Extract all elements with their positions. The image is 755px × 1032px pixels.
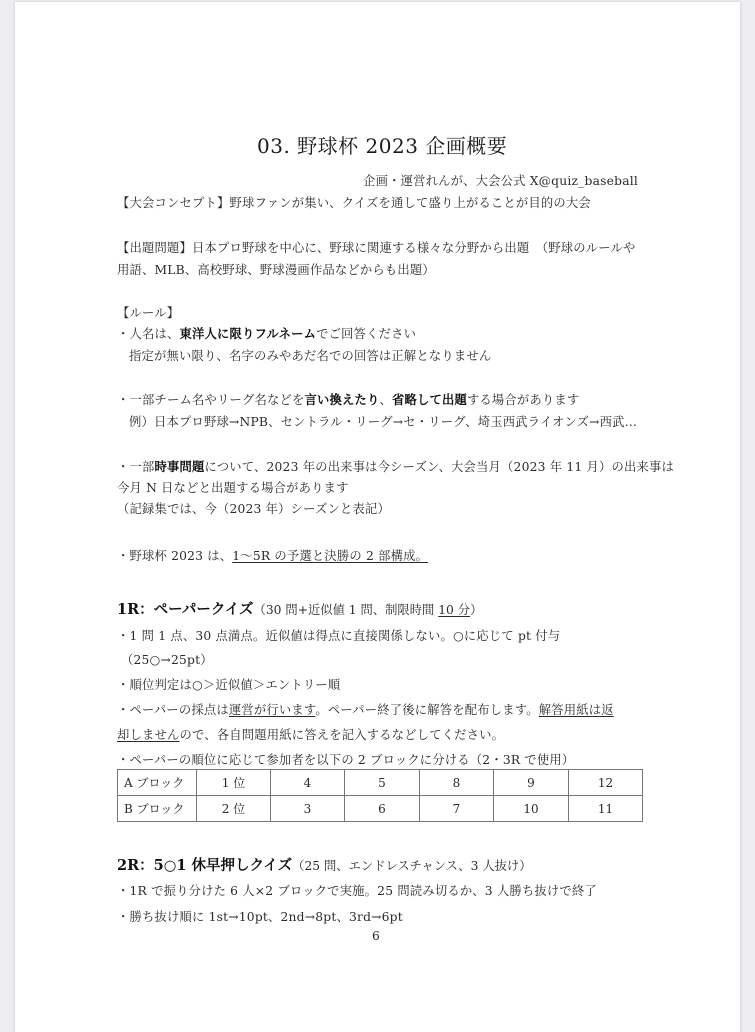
round-1-bullet-3-line-2: [117, 725, 504, 743]
table-cell: 8: [420, 770, 494, 796]
rule-4-underlined: 1～5R の予選と決勝の 2 部構成。: [232, 549, 429, 563]
round-1-bullet-1: ・1 問 1 点、30 点満点。近似値は得点に直接関係しない。○に応じて pt 付与: [117, 629, 561, 643]
rule-1-prefix: ・人名は、: [117, 327, 180, 341]
row-label: B ブロック: [118, 796, 197, 822]
round-1-bullet-2: ・順位判定は○＞近似値＞エントリー順: [117, 678, 341, 692]
document-page: [15, 2, 740, 1032]
rule-1-emphasis: 東洋人に限りフルネーム: [179, 326, 317, 341]
table-cell: 12: [569, 770, 643, 796]
table-cell: 2 位: [197, 796, 271, 822]
rule-4: [117, 546, 428, 564]
table-cell: 5: [345, 770, 420, 796]
block-assignment-table: [117, 769, 643, 822]
round-2-sub: （25 問、エンドレスチャンス、3 人抜け）: [292, 859, 532, 873]
round-1-sub-prefix: （30 問+近似値 1 問、制限時間: [253, 603, 439, 617]
rules-label: 【ルール】: [117, 306, 180, 320]
table-cell: 11: [569, 796, 643, 822]
rule-4-prefix: ・野球杯 2023 は、: [117, 549, 233, 563]
round-2-bullet-2: ・勝ち抜け順に 1st→10pt、2nd→8pt、3rd→6pt: [117, 910, 403, 924]
rule-2-mid: 、: [379, 393, 392, 407]
round-2-heading: [117, 854, 532, 875]
bullet-3-prefix: ・ペーパーの採点は: [117, 703, 229, 717]
bullet-3-underlined-2b: 却しません: [117, 728, 180, 742]
table-row: [118, 770, 643, 796]
table-row: [118, 796, 643, 822]
table-cell: 6: [345, 796, 420, 822]
table-cell: 10: [494, 796, 569, 822]
table-cell: 3: [271, 796, 345, 822]
rule-3-suffix: について、2023 年の出来事は今シーズン、大会当月（2023 年 11 月）の出来事は: [204, 460, 674, 474]
bullet-3-underlined-1: 運営が行います: [228, 703, 316, 717]
scope-label: 【出題問題】: [117, 241, 192, 255]
round-2-bullet-1: ・1R で振り分けた 6 人×2 ブロックで実施。25 問読み切るか、3 人勝ち抜けで終了: [117, 884, 597, 898]
round-1-time-limit: 10 分: [438, 603, 471, 617]
bullet-3-underlined-2a: 解答用紙は返: [538, 703, 614, 717]
rule-2-example: 例）日本プロ野球→NPB、セントラル・リーグ→セ・リーグ、埼玉西武ライオンズ→西武…: [129, 415, 638, 429]
rule-3-prefix: ・一部: [117, 460, 155, 474]
rule-3-line-3: （記録集では、今（2023 年）シーズンと表記）: [117, 502, 391, 516]
bullet-3-suffix: ので、各自問題用紙に答えを記入するなどしてください。: [179, 728, 505, 742]
row-label: A ブロック: [118, 770, 197, 796]
round-1-heading: [117, 598, 482, 619]
table-cell: 4: [271, 770, 345, 796]
rule-1-suffix: でご回答ください: [316, 327, 417, 341]
table-cell: 1 位: [197, 770, 271, 796]
concept-label: 【大会コンセプト】: [117, 196, 230, 210]
table-cell: 9: [494, 770, 569, 796]
table-cell: 7: [420, 796, 494, 822]
rule-1-note: 指定が無い限り、名字のみやあだ名での回答は正解となりません: [129, 349, 492, 363]
concept-line: [117, 193, 591, 211]
rule-3: [117, 457, 674, 475]
organizer-line: 企画・運営れんが、大会公式 X@quiz_baseball: [363, 174, 638, 188]
concept-text: 野球ファンが集い、クイズを通して盛り上がることが目的の大会: [229, 196, 591, 210]
round-1-bullet-3: [117, 700, 614, 718]
rule-3-emphasis: 時事問題: [154, 459, 205, 474]
bullet-3-mid: 。ペーパー終了後に解答を配布します。: [315, 703, 539, 717]
rule-2-prefix: ・一部チーム名やリーグ名などを: [117, 393, 305, 407]
scope-text: 日本プロ野球を中心に、野球に関連する様々な分野から出題 （野球のルールや: [191, 241, 636, 255]
rule-3-line-2: 今月 N 日などと出題する場合があります: [117, 481, 349, 495]
rule-2-emphasis-2: 省略して出題: [391, 392, 467, 407]
document-title: 03. 野球杯 2023 企画概要: [257, 134, 508, 158]
round-1-title: 1R：ペーパークイズ: [117, 601, 254, 618]
rule-2: [117, 390, 579, 408]
page-number: 6: [372, 929, 381, 943]
round-2-title: 2R：5○1 休早押しクイズ: [117, 857, 293, 874]
round-1-sub-suffix: ）: [470, 603, 483, 617]
rule-2-suffix: する場合があります: [466, 393, 580, 407]
scope-line-2: 用語、MLB、高校野球、野球漫画作品などからも出題）: [117, 263, 435, 277]
round-1-bullet-4: ・ペーパーの順位に応じて参加者を以下の 2 ブロックに分ける（2・3R で使用）: [117, 753, 575, 767]
rule-1: [117, 324, 416, 342]
round-1-bullet-1-line-2: （25○→25pt）: [121, 653, 213, 667]
rule-2-emphasis-1: 言い換えたり: [304, 392, 380, 407]
scope-line-1: [117, 238, 635, 256]
